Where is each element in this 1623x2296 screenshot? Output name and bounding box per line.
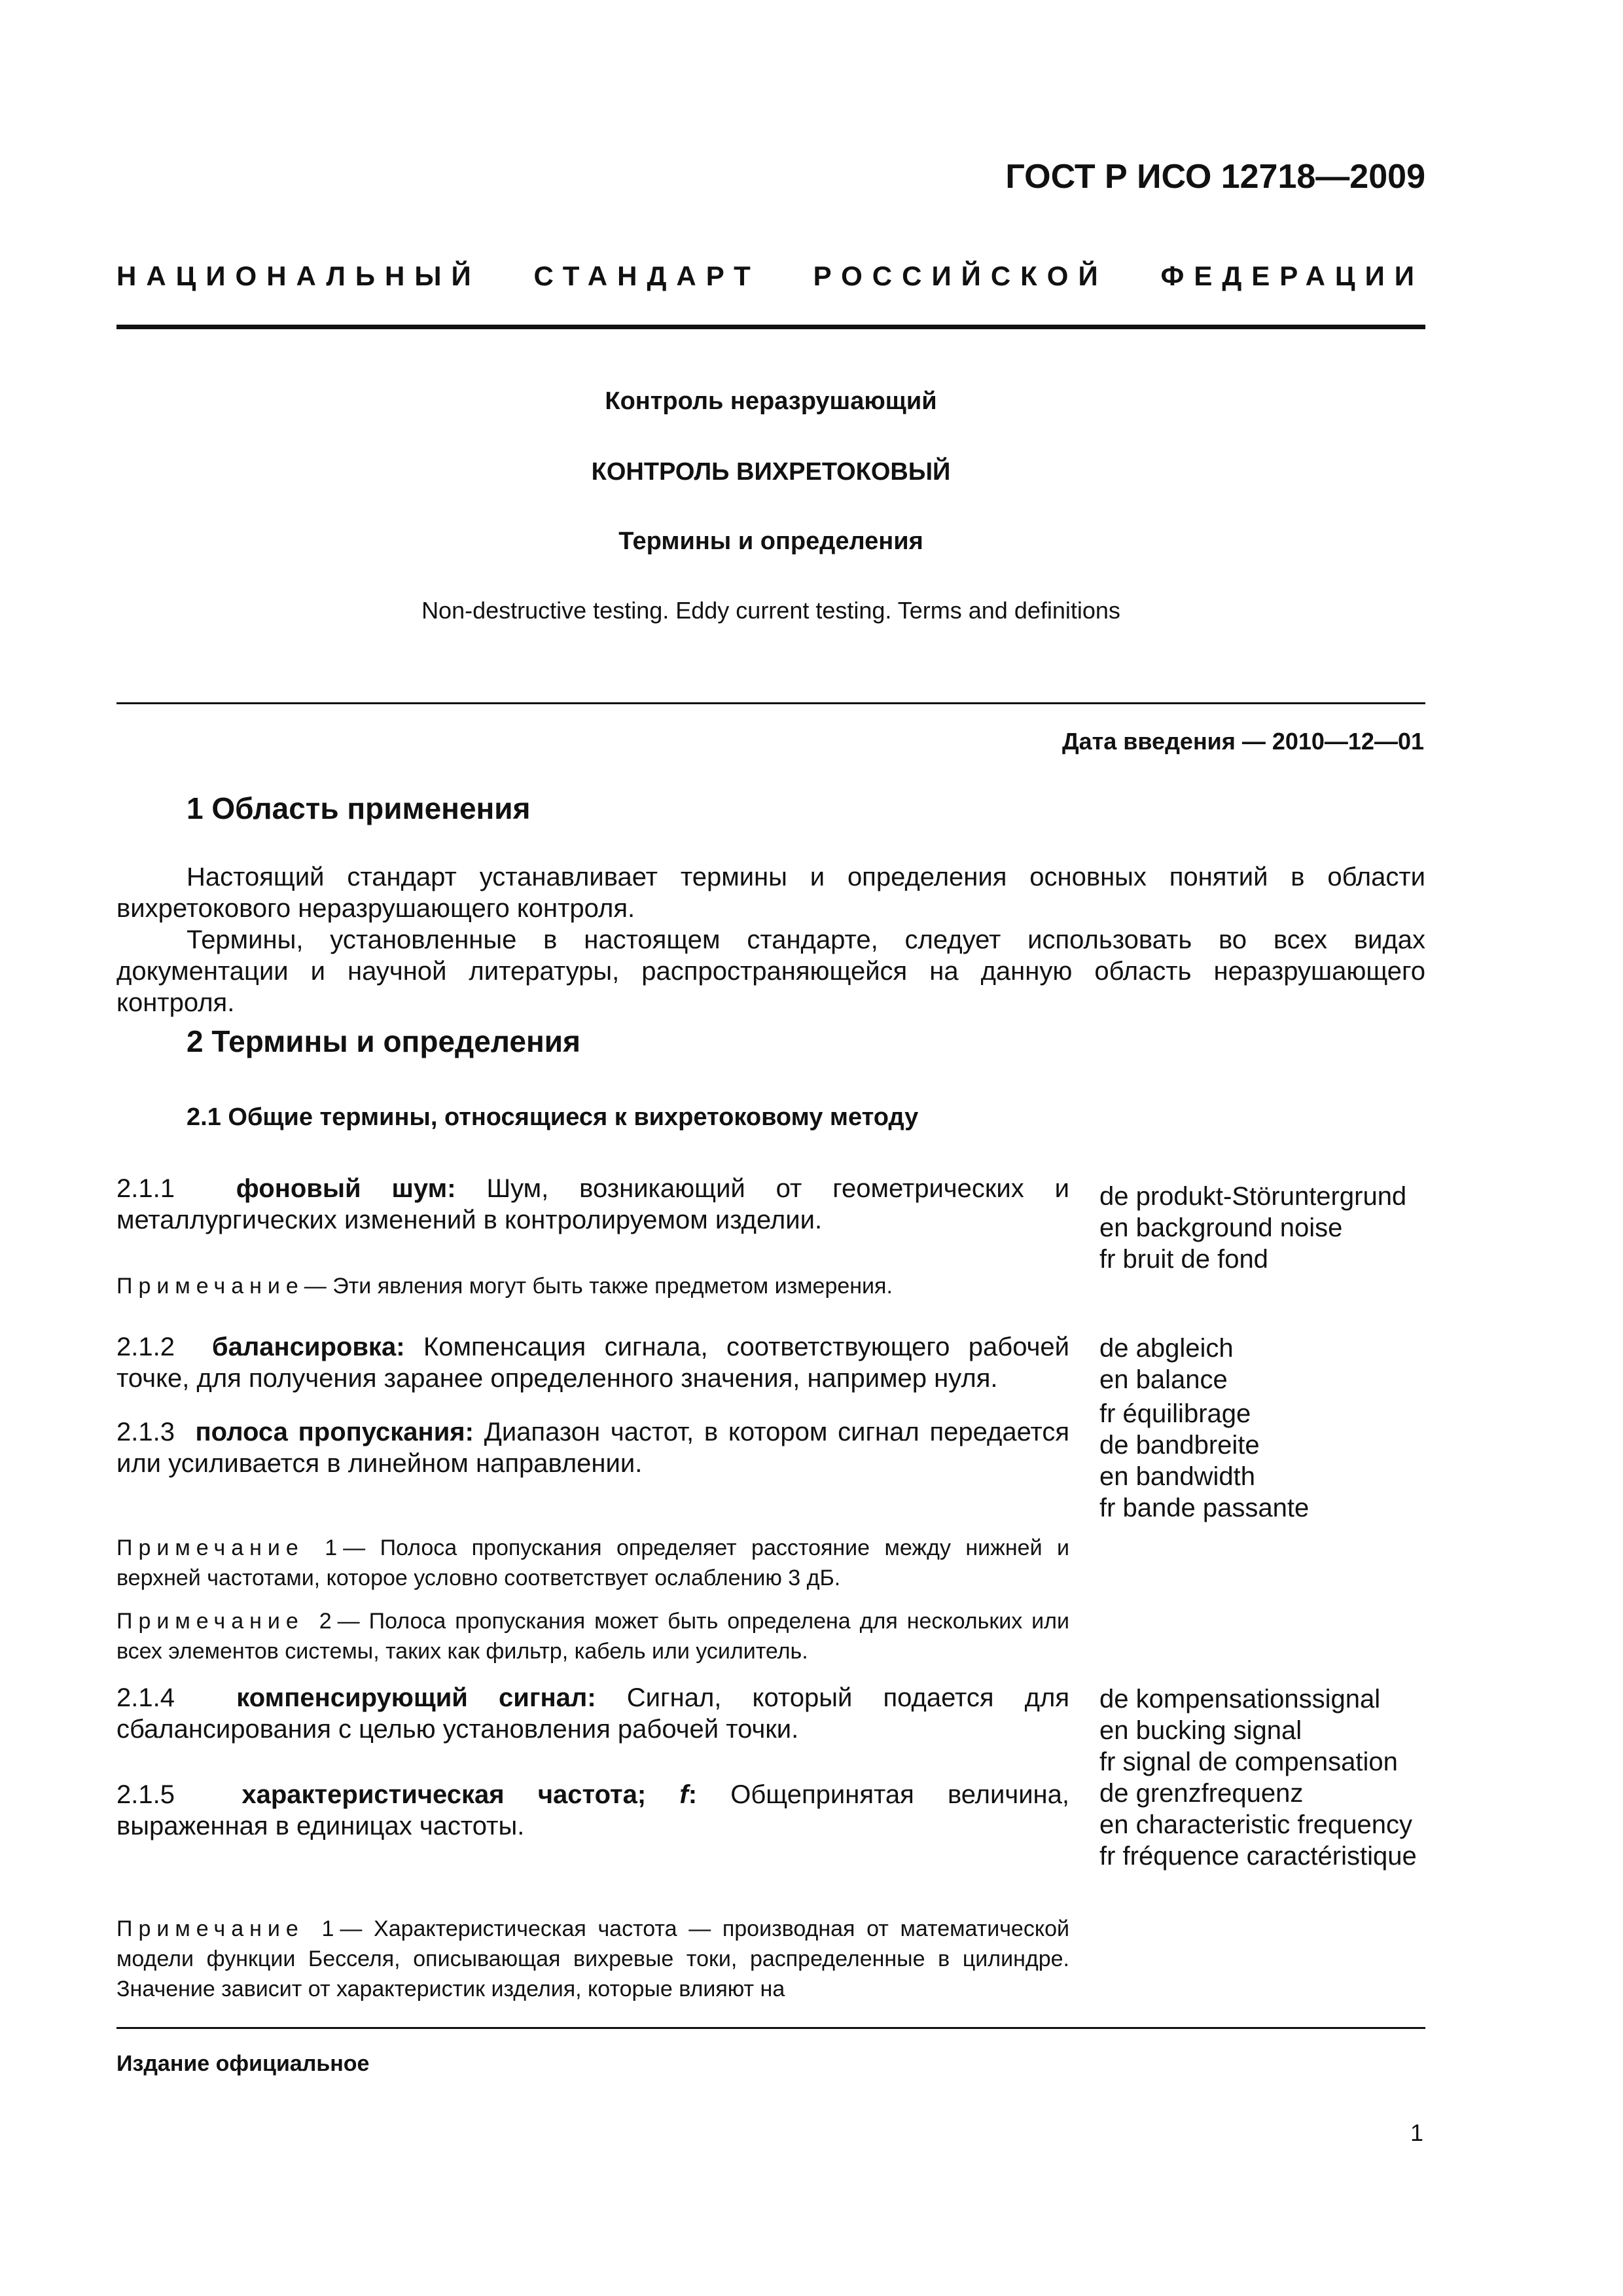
term-definition: Диапазон частот, в котором сигнал передается или усиливается в линейном направлении.	[116, 1418, 1070, 1478]
title-line-1: Контроль неразрушающий	[605, 387, 937, 415]
term-entry-2-1-2	[116, 1331, 1069, 1394]
footer-rule	[116, 2027, 1425, 2029]
term-number: 2.1.4	[116, 1683, 175, 1712]
term-definition: Общепринятая величина, выраженная в единицах частоты.	[116, 1780, 1069, 1840]
note-label: Примечание 1	[116, 1535, 344, 1560]
scope-paragraph-1: Настоящий стандарт устанавливает термины и определения основных понятий в области вихретокового неразрушающего контроля.	[116, 863, 1425, 923]
equivalent-fr: fr fréquence caractéristique	[1099, 1842, 1417, 1871]
note-label: Примечание 2	[116, 1609, 338, 1634]
note-text: — Полоса пропускания определяет расстояние между нижней и верхней частотами, которое условно соответствует ослаблению 3 дБ.	[116, 1535, 1069, 1590]
equivalent-de: de kompensationssignal	[1099, 1685, 1381, 1713]
equivalent-de: de produkt-Störuntergrund	[1099, 1182, 1407, 1211]
english-title: Non-destructive testing. Eddy current testing. Terms and definitions	[421, 597, 1120, 624]
note-2-1-1	[116, 1271, 1069, 1301]
introduction-date: Дата введения — 2010—12—01	[1061, 728, 1424, 755]
equivalent-fr: fr équilibrage	[1099, 1399, 1251, 1428]
term-equivalents-2-1-1	[1099, 1181, 1406, 1275]
term-definition: Сигнал, который подается для сбалансирования с целью установления рабочей точки.	[116, 1683, 1069, 1744]
term-name: фоновый шум:	[236, 1174, 456, 1203]
term-number: 2.1.3	[116, 1418, 175, 1446]
term-number: 2.1.1	[116, 1174, 175, 1203]
title-line-2: КОНТРОЛЬ ВИХРЕТОКОВЫЙ	[591, 458, 951, 486]
term-equivalents-2-1-3	[1099, 1429, 1309, 1524]
section-1-heading: 1 Область применения	[187, 791, 531, 825]
term-name: полоса пропускания:	[195, 1418, 474, 1446]
page-number: 1	[1410, 2119, 1423, 2146]
term-entry-2-1-4	[116, 1682, 1069, 1745]
subsection-2-1-heading: 2.1 Общие термины, относящиеся к вихретоковому методу	[187, 1103, 919, 1131]
note-text: — Характеристическая частота — производная от математической модели функции Бесселя, описывающая вихревые токи, распределенные в цилиндре. Значение зависит от характеристик изделия, которые влияют на	[116, 1916, 1069, 2001]
note-label: Примечание	[116, 1274, 304, 1299]
term-name: компенсирующий сигнал:	[236, 1683, 596, 1712]
header-rule	[116, 325, 1425, 329]
title-line-3: Термины и определения	[618, 528, 923, 555]
equivalent-en: en bucking signal	[1099, 1716, 1302, 1745]
note-2-2-1-3	[116, 1606, 1069, 1666]
section-2-heading: 2 Термины и определения	[187, 1024, 580, 1058]
note-text: — Эти явления могут быть также предметом измерения.	[304, 1274, 893, 1299]
term-number: 2.1.5	[116, 1780, 175, 1809]
official-edition-label: Издание официальное	[116, 2051, 370, 2076]
equivalent-en: en characteristic frequency	[1099, 1810, 1413, 1839]
term-entry-2-1-1	[116, 1173, 1069, 1236]
equivalent-en: en balance	[1099, 1365, 1228, 1394]
term-name: характеристическая частота;	[241, 1780, 647, 1809]
term-definition: Шум, возникающий от геометрических и металлургических изменений в контролируемом изделии.	[116, 1174, 1069, 1234]
term-symbol: f	[679, 1780, 688, 1809]
term-equivalents-2-1-4	[1099, 1683, 1398, 1778]
equivalent-de: de grenzfrequenz	[1099, 1779, 1304, 1808]
term-equivalents-2-1-5	[1099, 1778, 1417, 1872]
title-rule	[116, 702, 1425, 704]
national-standard-heading: НАЦИОНАЛЬНЫЙ СТАНДАРТ РОССИЙСКОЙ ФЕДЕРАЦИИ	[116, 260, 1424, 291]
standard-code: ГОСТ Р ИСО 12718—2009	[1005, 158, 1425, 196]
scope-paragraph-2: Термины, установленные в настоящем стандарте, следует использовать во всех видах документации и научной литературы, распространяющейся на данную область неразрушающего контроля.	[116, 925, 1425, 1017]
equivalent-fr: fr signal de compensation	[1099, 1748, 1398, 1776]
equivalent-de: de abgleich	[1099, 1334, 1234, 1363]
equivalent-de: de bandbreite	[1099, 1431, 1260, 1460]
note-label: Примечание 1	[116, 1916, 340, 1941]
section-1-body	[116, 861, 1425, 1018]
note-1-2-1-3	[116, 1533, 1069, 1593]
equivalent-en: en background noise	[1099, 1213, 1343, 1242]
equivalent-en: en bandwidth	[1099, 1462, 1255, 1491]
equivalent-fr: fr bruit de fond	[1099, 1245, 1268, 1274]
note-1-2-1-5	[116, 1914, 1069, 2004]
term-definition: Компенсация сигнала, соответствующего рабочей точке, для получения заранее определенного значения, например нуля.	[116, 1333, 1069, 1393]
term-number: 2.1.2	[116, 1333, 175, 1361]
term-entry-2-1-3	[116, 1416, 1069, 1479]
note-text: — Полоса пропускания может быть определена для нескольких или всех элементов системы, таких как фильтр, кабель или усилитель.	[116, 1609, 1069, 1664]
term-colon: :	[688, 1780, 698, 1809]
term-equivalents-2-1-2	[1099, 1333, 1251, 1429]
term-name: балансировка:	[211, 1333, 405, 1361]
equivalent-fr: fr bande passante	[1099, 1494, 1310, 1522]
term-entry-2-1-5	[116, 1779, 1069, 1842]
